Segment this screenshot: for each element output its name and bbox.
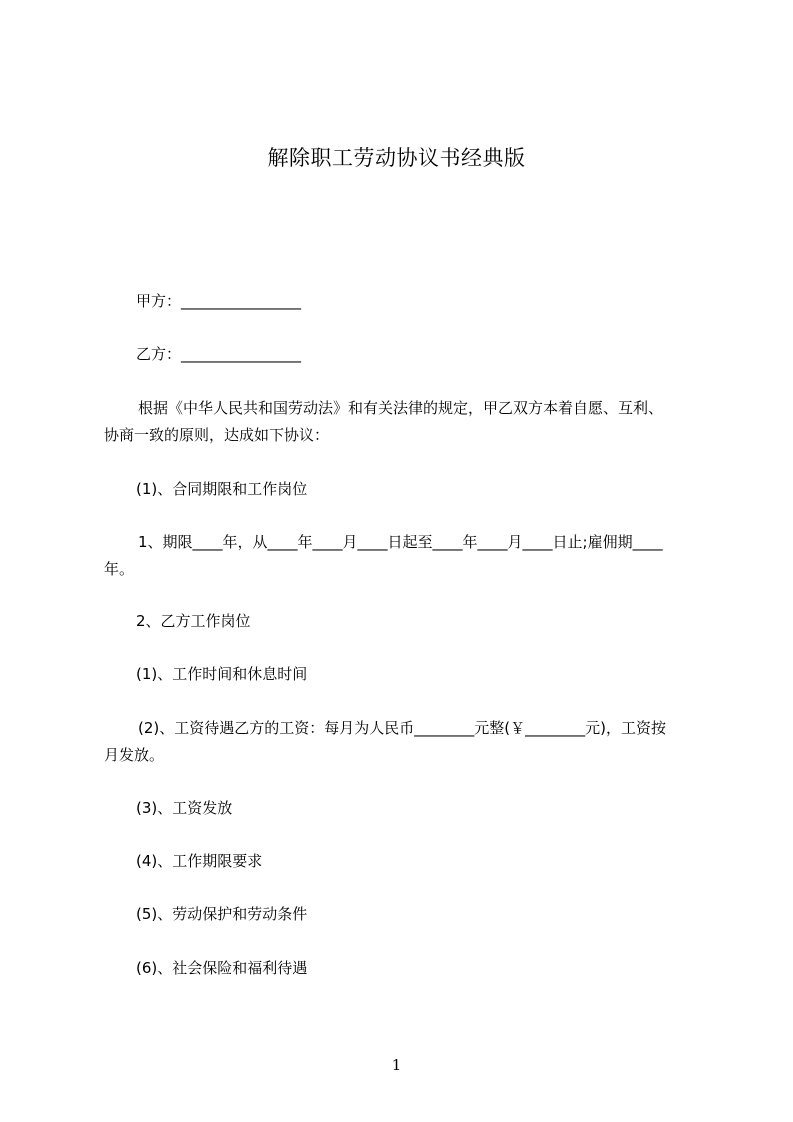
document-title: 解除职工劳动协议书经典版 (267, 146, 526, 170)
party-a-line: 甲方：________________ (136, 292, 302, 310)
intro-paragraph-line-2: 协商一致的原则，达成如下协议： (104, 426, 330, 444)
wage-paragraph-line-1: (2)、工资待遇乙方的工资：每月为人民币________元整(￥________元)，工资按 (138, 719, 666, 737)
item-work-position: 2、乙方工作岗位 (136, 612, 251, 630)
item-work-period-requirements: (4)、工作期限要求 (136, 852, 263, 870)
item-social-insurance: (6)、社会保险和福利待遇 (136, 959, 308, 977)
item-work-hours: (1)、工作时间和休息时间 (136, 665, 308, 683)
wage-paragraph-line-2: 月发放。 (104, 746, 165, 764)
item-labor-protection: (5)、劳动保护和劳动条件 (136, 905, 308, 923)
term-paragraph-line-2: 年。 (104, 560, 135, 578)
party-b-line: 乙方：________________ (136, 345, 302, 363)
intro-paragraph-line-1: 根据《中华人民共和国劳动法》和有关法律的规定，甲乙双方本着自愿、互利、 (138, 399, 664, 417)
section-contract-term: (1)、合同期限和工作岗位 (136, 480, 308, 498)
term-paragraph-line-1: 1、期限____年，从____年____月____日起至____年____月____日止;雇佣期____ (138, 533, 663, 551)
item-wage-payment: (3)、工资发放 (136, 799, 233, 817)
page-number: 1 (391, 1056, 402, 1074)
